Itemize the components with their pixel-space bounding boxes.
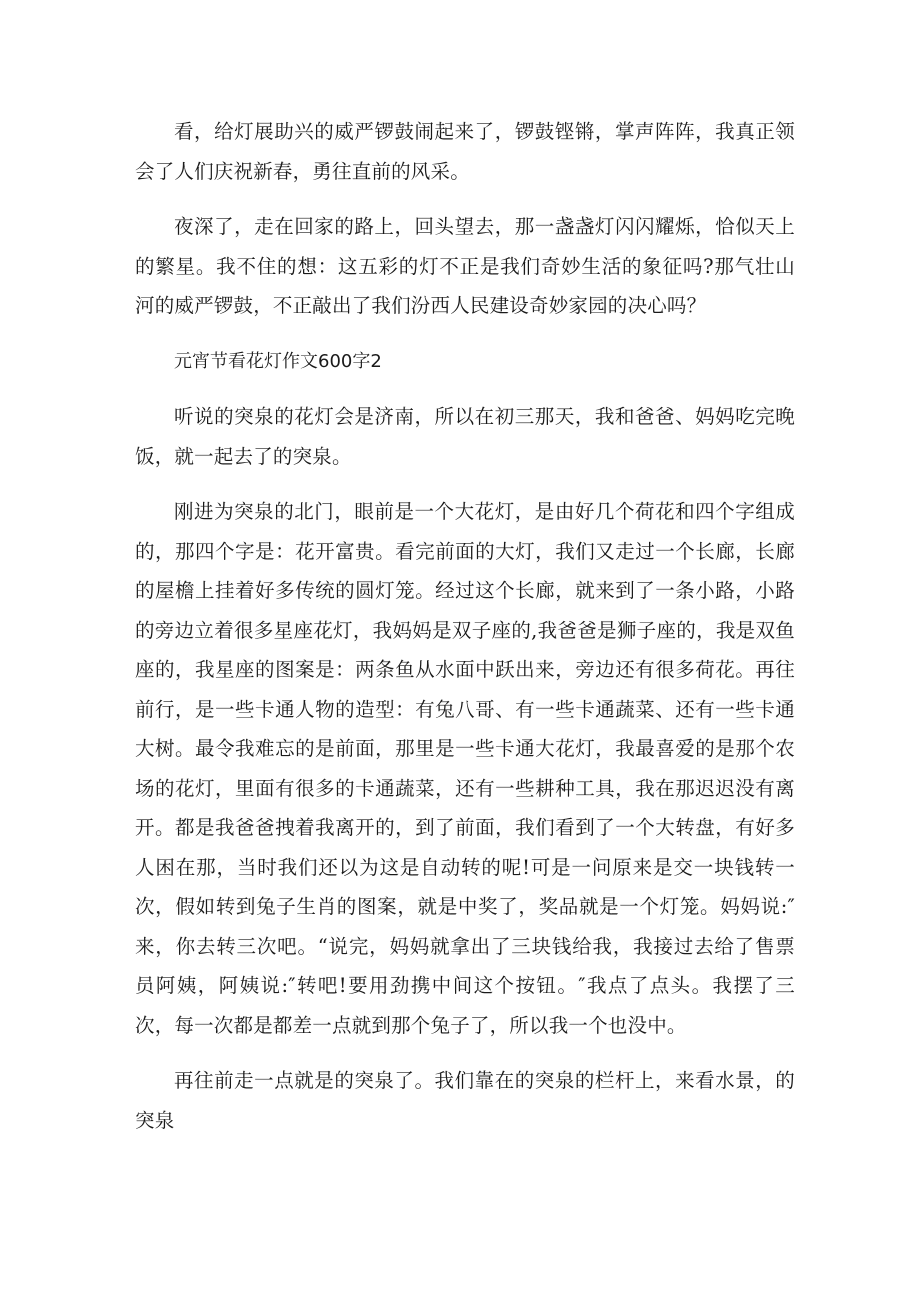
paragraph: 听说的突泉的花灯会是济南，所以在初三那天，我和爸爸、妈妈吃完晚饭，就一起去了的突泉。 [135,405,795,468]
section-heading: 元宵节看花灯作文600字2 [174,350,382,372]
paragraph: 夜深了，走在回家的路上，回头望去，那一盏盏灯闪闪耀烁，恰似天上的繁星。我不住的想：这五彩的灯不正是我们奇妙生活的象征吗?那气壮山河的威严锣鼓，不正敲出了我们汾西人民建设奇妙家园的决心吗？ [135,215,795,317]
paragraph: 看，给灯展助兴的威严锣鼓闹起来了，锣鼓铿锵，掌声阵阵，我真正领会了人们庆祝新春，勇往直前的风采。 [135,120,795,183]
paragraph: 刚进为突泉的北门，眼前是一个大花灯，是由好几个荷花和四个字组成的，那四个字是：花开富贵。看完前面的大灯，我们又走过一个长廊，长廊的屋檐上挂着好多传统的圆灯笼。经过这个长廊，就来到了一条小路，小路的旁边立着很多星座花灯，我妈妈是双子座的,我爸爸是狮子座的，我是双鱼座的，我星座的图案是：两条鱼从水面中跃出来，旁边还有很多荷花。再往前行，是一些卡通人物的造型：有兔八哥、有一些卡通蔬菜、还有一些卡通大树。最令我难忘的是前面，那里是一些卡通大花灯，我最喜爱的是那个农场的花灯，里面有很多的卡通蔬菜，还有一些耕种工具，我在那迟迟没有离开。都是我爸爸拽着我离开的，到了前面，我们看到了一个大转盘，有好多人困在那，当时我们还以为这是自动转的呢!可是一问原来是交一块钱转一次，假如转到兔子生肖的图案，就是中奖了，奖品就是一个灯笼。妈妈说:″来，你去转三次吧。“说完，妈妈就拿出了三块钱给我，我接过去给了售票员阿姨，阿姨说:″转吧!要用劲携中间这个按钮。″我点了点头。我摆了三次，每一次都是都差一点就到那个兔子了，所以我一个也没中。 [135,500,795,1037]
document-body [135,112,795,1140]
paragraph: 再往前走一点就是的突泉了。我们靠在的突泉的栏杆上，来看水景，的突泉 [135,1069,795,1132]
